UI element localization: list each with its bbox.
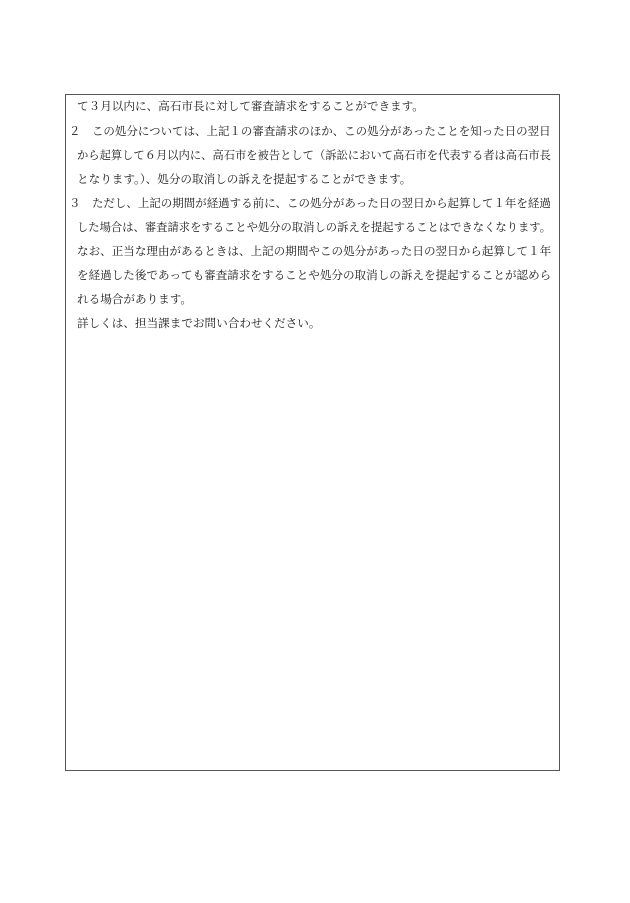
notice-line-3: から起算して６月以内に、高石市を被告として（訴訟において高石市を代表する者は高石市長	[77, 148, 551, 162]
notice-line-4: となります。）、処分の取消しの訴えを提起することができます。	[77, 172, 412, 186]
notice-line-6: した場合は、審査請求をすることや処分の取消しの訴えを提起することはできなくなります。	[77, 220, 552, 234]
notice-box	[65, 94, 560, 771]
notice-line-10: 詳しくは、担当課までお問い合わせください。	[77, 316, 321, 330]
notice-line-1: て３月以内に、高石市長に対して審査請求をすることができます。	[77, 99, 424, 113]
notice-line-2: ２ この処分については、上記１の審査請求のほか、この処分があったことを知った日の翌日	[69, 124, 551, 138]
notice-line-9: れる場合があります。	[77, 292, 193, 306]
notice-line-5: ３ ただし、上記の期間が経過する前に、この処分があった日の翌日から起算して１年を経過	[69, 196, 551, 210]
notice-line-8: を経過した後であっても審査請求をすることや処分の取消しの訴えを提起することが認めら	[77, 268, 552, 282]
notice-line-7: なお、正当な理由があるときは、上記の期間やこの処分があった日の翌日から起算して１年	[77, 244, 552, 258]
